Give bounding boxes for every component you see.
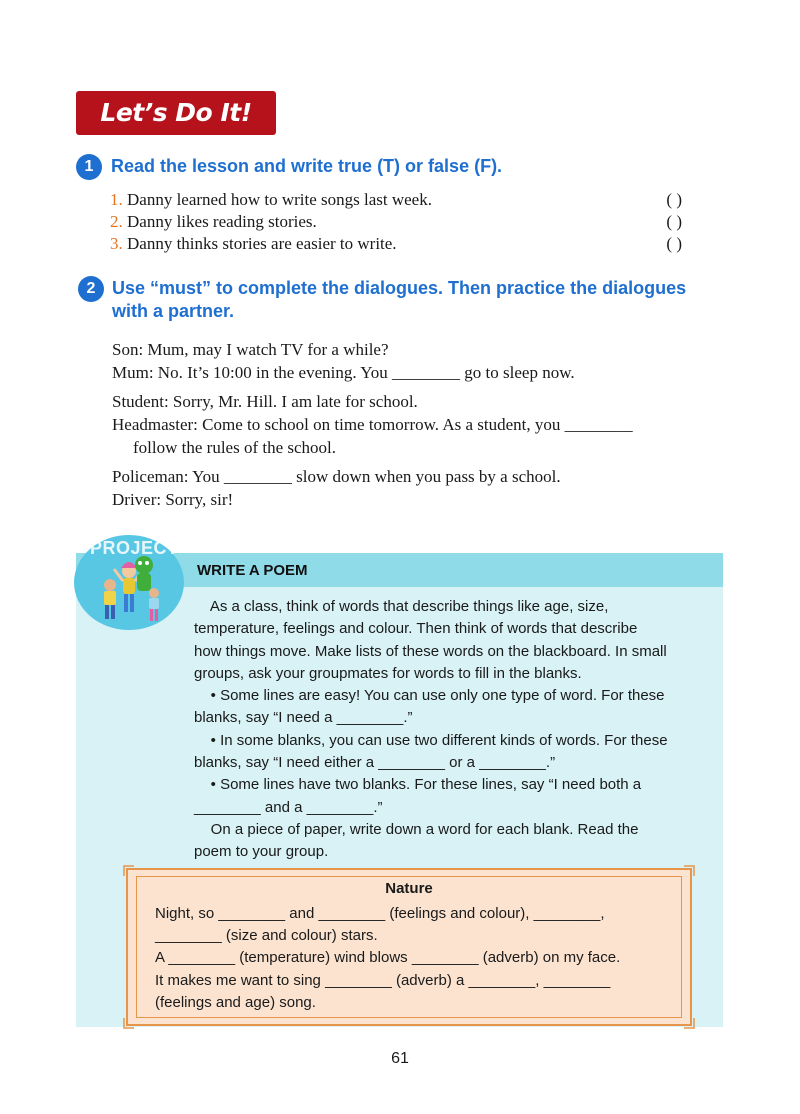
dialogue-line: Student: Sorry, Mr. Hill. I am late for school. — [112, 392, 418, 411]
dialogue-line: Mum: No. It’s 10:00 in the evening. You ________ go to sleep now. — [112, 363, 575, 382]
dialogue-3 — [112, 465, 561, 511]
corner-ornament-icon — [122, 1016, 136, 1030]
project-title: WRITE A POEM — [197, 562, 308, 579]
page-number: 61 — [391, 1050, 409, 1067]
instruction-line: On a piece of paper, write down a word for each blank. Read the — [194, 820, 639, 838]
item-number: 2. — [110, 212, 123, 231]
dialogue-line: Headmaster: Come to school on time tomorrow. As a student, you ________ — [112, 415, 633, 434]
instruction-line: • Some lines are easy! You can use only one type of word. For these — [194, 687, 665, 705]
poem-line: (feelings and age) song. — [155, 993, 316, 1011]
instruction-line: groups, ask your groupmates for words to fill in the blanks. — [194, 664, 582, 682]
poem-title: Nature — [385, 880, 433, 897]
poem-line: A ________ (temperature) wind blows ________ (adverb) on my face. — [155, 949, 621, 967]
dialogue-line: Son: Mum, may I watch TV for a while? — [112, 340, 389, 359]
corner-ornament-icon — [122, 864, 136, 878]
item-text: Danny likes reading stories. — [127, 212, 317, 231]
answer-blank[interactable]: ( ) — [666, 190, 682, 209]
exercise-2-instruction — [112, 277, 686, 323]
corner-ornament-icon — [682, 864, 696, 878]
corner-ornament-icon — [682, 1016, 696, 1030]
project-instructions — [194, 596, 714, 864]
instruction-line: ________ and a ________.” — [194, 798, 383, 816]
list-item — [110, 211, 690, 233]
list-item — [110, 189, 690, 211]
item-text: Danny learned how to write songs last week. — [127, 190, 432, 209]
lets-do-it-banner: Let’s Do It! — [76, 91, 276, 135]
answer-blank[interactable]: ( ) — [666, 234, 682, 253]
instruction-line-1: Use “must” to complete the dialogues. Then practice the dialogues — [112, 278, 687, 298]
item-text: Danny thinks stories are easier to write. — [127, 234, 397, 253]
instruction-line: temperature, feelings and colour. Then think of words that describe — [194, 620, 638, 638]
instruction-line: blanks, say “I need a ________.” — [194, 709, 413, 727]
instruction-line: • In some blanks, you can use two different kinds of words. For these — [194, 731, 668, 749]
instruction-line: how things move. Make lists of these words on the blackboard. In small — [194, 642, 667, 660]
poem-line: It makes me want to sing ________ (adverb) a ________, ________ — [155, 971, 611, 989]
exercise-1-number: 1 — [76, 154, 102, 180]
dialogue-line: Driver: Sorry, sir! — [112, 490, 234, 509]
item-number: 1. — [110, 190, 123, 209]
instruction-line: poem to your group. — [194, 843, 329, 861]
dialogue-2 — [112, 390, 633, 459]
instruction-line: blanks, say “I need either a ________ or a ________.” — [194, 754, 556, 772]
instruction-line: • Some lines have two blanks. For these lines, say “I need both a — [194, 776, 642, 794]
instruction-line: As a class, think of words that describe things like age, size, — [194, 598, 609, 615]
project-label: PROJECT — [90, 538, 179, 558]
dialogue-1 — [112, 338, 575, 384]
dialogue-line: Policeman: You ________ slow down when you pass by a school. — [112, 467, 561, 486]
poem-line: Night, so ________ and ________ (feelings and colour), ________, — [155, 905, 605, 922]
list-item — [110, 233, 690, 255]
exercise-2-number: 2 — [78, 276, 104, 302]
answer-blank[interactable]: ( ) — [666, 212, 682, 231]
dialogue-line: follow the rules of the school. — [133, 438, 337, 457]
poem-lines — [155, 903, 620, 1014]
item-number: 3. — [110, 234, 123, 253]
true-false-list — [110, 189, 690, 255]
instruction-line-2: with a partner. — [112, 301, 235, 321]
exercise-1-instruction: Read the lesson and write true (T) or false (F). — [111, 156, 503, 176]
poem-line: ________ (size and colour) stars. — [155, 927, 378, 945]
